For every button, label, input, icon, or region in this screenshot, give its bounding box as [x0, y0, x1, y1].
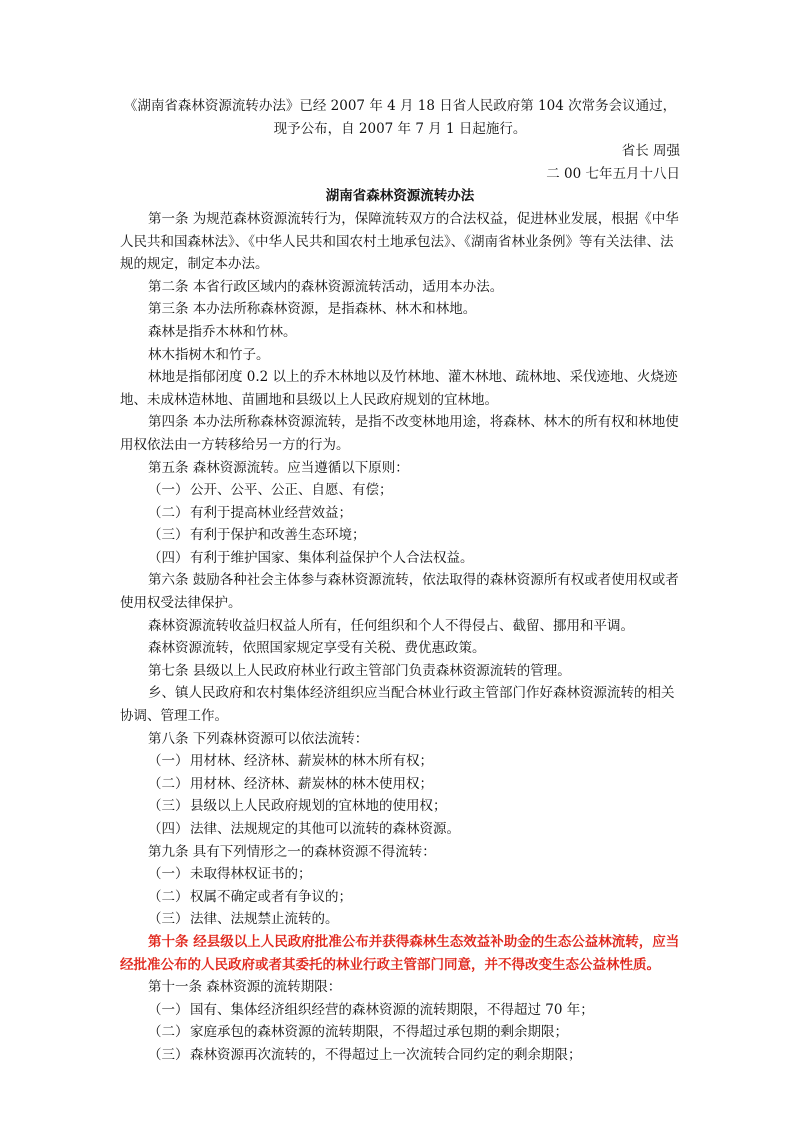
list-item-number: （二） [148, 504, 189, 521]
article-8: 第八条 下列森林资源可以依法流转： [148, 730, 369, 747]
article-2: 第二条 本省行政区域内的森林资源流转活动，适用本办法。 [148, 278, 504, 295]
list-item [120, 524, 680, 547]
list-item-text: 家庭承包的森林资源的流转期限，不得超过承包期的剩余期限； [190, 1024, 568, 1041]
document-page [120, 95, 680, 1067]
list-item-text: 有利于维护国家、集体利益保护个人合法权益。 [190, 549, 474, 566]
list-item-number: （一） [148, 1001, 189, 1018]
list-item-text: 森林资源再次流转的，不得超过上一次流转合同约定的剩余期限； [190, 1046, 582, 1063]
promulgation-line-2: 现予公布，自 2007 年 7 月 1 日起施行。 [273, 120, 527, 137]
article-4: 第四条 本办法所称森林资源流转，是指不改变林地用途，将森林、林木的所有权和林地使用权依法由一方转移给另一方的行为。 [120, 414, 679, 453]
signer: 省长 周强 [621, 143, 680, 160]
list-item-number: （三） [148, 798, 189, 815]
list-item [120, 863, 680, 886]
list-item-text: 法律、法规禁止流转的。 [190, 911, 339, 928]
list-item-text: 法律、法规规定的其他可以流转的森林资源。 [190, 821, 460, 837]
article-3-trees: 林木指树木和竹子。 [148, 346, 270, 363]
list-item [120, 773, 680, 796]
document-title: 湖南省森林资源流转办法 [325, 188, 475, 205]
list-item [120, 908, 680, 931]
list-item-number: （二） [148, 1024, 189, 1041]
article-1: 第一条 为规范森林资源流转行为，保障流转双方的合法权益，促进林业发展，根据《中华人民共和国森林法》、《中华人民共和国农村土地承包法》、《湖南省林业条例》等有关法律、法规的规定，制定本办法。 [120, 210, 679, 273]
list-item [120, 999, 680, 1022]
article-6-paragraph-3: 森林资源流转，依照国家规定享受有关税、费优惠政策。 [148, 640, 486, 657]
list-item-text: 用材林、经济林、薪炭林的林木所有权； [190, 753, 433, 770]
list-item [120, 502, 680, 525]
list-item-text: 有利于保护和改善生态环境； [190, 527, 366, 544]
article-3-forest: 森林是指乔木林和竹林。 [148, 323, 297, 340]
list-item-number: （二） [148, 775, 189, 792]
article-9: 第九条 具有下列情形之一的森林资源不得流转： [148, 843, 436, 860]
article-7: 第七条 县级以上人民政府林业行政主管部门负责森林资源流转的管理。 [148, 662, 571, 679]
article-10-highlighted: 第十条 经县级以上人民政府批准公布并获得森林生态效益补助金的生态公益林流转，应当经批准公布的人民政府或者其委托的林业行政主管部门同意，并不得改变生态公益林性质。 [120, 933, 680, 973]
list-item-text: 国有、集体经济组织经营的森林资源的流转期限，不得超过 70 年； [190, 1001, 594, 1018]
list-item [120, 818, 680, 841]
list-item [120, 886, 680, 909]
article-7-paragraph-2: 乡、镇人民政府和农村集体经济组织应当配合林业行政主管部门作好森林资源流转的相关协调、管理工作。 [120, 685, 675, 725]
list-item-number: （三） [148, 1046, 189, 1063]
list-item-number: （四） [148, 821, 189, 837]
list-item [120, 1044, 680, 1067]
signing-date: 二 00 七年五月十八日 [546, 165, 680, 182]
list-item-text: 用材林、经济林、薪炭林的林木使用权； [190, 775, 433, 792]
list-item-text: 权属不确定或者有争议的； [190, 888, 352, 905]
list-item-text: 有利于提高林业经营效益； [190, 504, 352, 521]
list-item-text: 公开、公平、公正、自愿、有偿； [190, 482, 393, 499]
article-3-land: 林地是指郁闭度 0.2 以上的乔木林地以及竹林地、灌木林地、疏林地、采伐迹地、火烧迹地、未成林造林地、苗圃地和县级以上人民政府规划的宜林地。 [120, 369, 678, 408]
article-11: 第十一条 森林资源的流转期限： [148, 979, 342, 996]
list-item-number: （二） [148, 888, 189, 905]
article-5: 第五条 森林资源流转。应当遵循以下原则： [148, 459, 409, 476]
list-item-number: （四） [148, 549, 189, 566]
list-item-text: 县级以上人民政府规划的宜林地的使用权； [190, 798, 447, 815]
article-6-paragraph-2: 森林资源流转收益归权益人所有，任何组织和个人不得侵占、截留、挪用和平调。 [148, 617, 634, 634]
list-item [120, 795, 680, 818]
list-item-number: （一） [148, 753, 189, 770]
article-3: 第三条 本办法所称森林资源，是指森林、林木和林地。 [148, 301, 477, 318]
list-item-number: （三） [148, 527, 189, 544]
list-item-number: （一） [148, 866, 189, 883]
list-item-text: 未取得林权证书的； [190, 866, 312, 883]
list-item [120, 547, 680, 570]
list-item [120, 479, 680, 502]
list-item [120, 750, 680, 773]
list-item [120, 1021, 680, 1044]
article-6: 第六条 鼓励各种社会主体参与森林资源流转，依法取得的森林资源所有权或者使用权或者使用权受法律保护。 [120, 572, 679, 612]
list-item-number: （一） [148, 482, 189, 499]
promulgation-line-1: 《湖南省森林资源流转办法》已经 2007 年 4 月 18 日省人民政府第 104 次常务会议通过， [123, 98, 677, 114]
list-item-number: （三） [148, 911, 189, 928]
